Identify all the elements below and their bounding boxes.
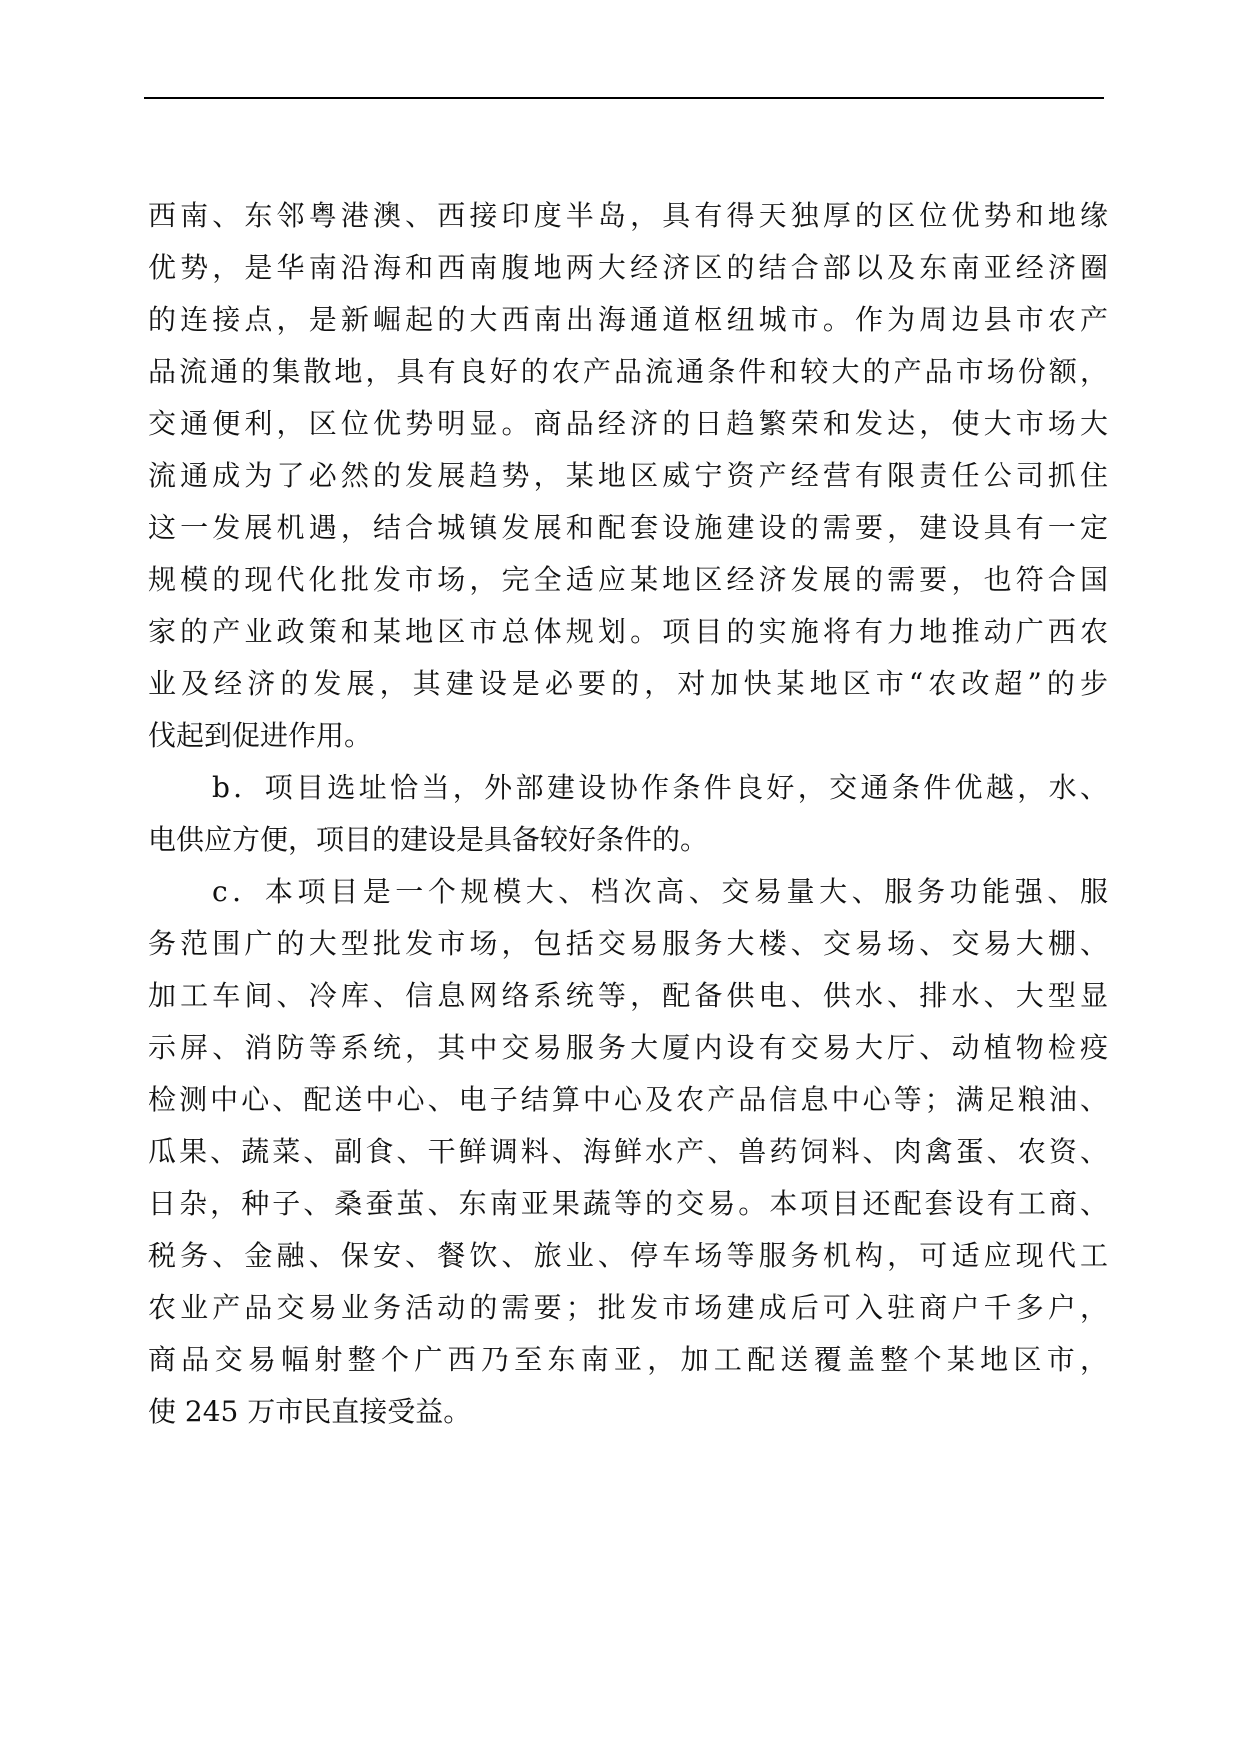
paragraph-line: 规模的现代化批发市场，完全适应某地区经济发展的需要，也符合国 — [148, 563, 1108, 596]
header-rule — [144, 97, 1104, 99]
paragraph-line: 交通便利，区位优势明显。商品经济的日趋繁荣和发达，使大市场大 — [148, 407, 1108, 440]
paragraph-line-last: 使 245 万市民直接受益。 — [148, 1395, 472, 1428]
paragraph-line: 检测中心、配送中心、电子结算中心及农产品信息中心等；满足粮油、 — [148, 1083, 1108, 1116]
paragraph-line: 瓜果、蔬菜、副食、干鲜调料、海鲜水产、兽药饲料、肉禽蛋、农资、 — [148, 1135, 1108, 1168]
paragraph-line: 西南、东邻粤港澳、西接印度半岛，具有得天独厚的区位优势和地缘 — [148, 199, 1108, 232]
paragraph-line: 商品交易幅射整个广西乃至东南亚，加工配送覆盖整个某地区市， — [148, 1343, 1108, 1376]
paragraph-line: 的连接点，是新崛起的大西南出海通道枢纽城市。作为周边县市农产 — [148, 303, 1108, 336]
paragraph-line-first: c．本项目是一个规模大、档次高、交易量大、服务功能强、服 — [212, 875, 1108, 908]
paragraph-line: 流通成为了必然的发展趋势，某地区威宁资产经营有限责任公司抓住 — [148, 459, 1108, 492]
paragraph-line: 优势，是华南沿海和西南腹地两大经济区的结合部以及东南亚经济圈 — [148, 251, 1108, 284]
paragraph-line: 品流通的集散地，具有良好的农产品流通条件和较大的产品市场份额， — [148, 355, 1108, 388]
paragraph-line: 农业产品交易业务活动的需要；批发市场建成后可入驻商户千多户， — [148, 1291, 1108, 1324]
paragraph-line-last: 电供应方便，项目的建设是具备较好条件的。 — [148, 823, 709, 856]
paragraph-line: 业及经济的发展，其建设是必要的，对加快某地区市“农改超”的步 — [148, 667, 1108, 700]
paragraph-line: 务范围广的大型批发市场，包括交易服务大楼、交易场、交易大棚、 — [148, 927, 1108, 960]
paragraph-line-last: 伐起到促进作用。 — [148, 719, 373, 752]
paragraph-line-first: b．项目选址恰当，外部建设协作条件良好，交通条件优越，水、 — [212, 771, 1108, 804]
body-text — [148, 190, 1108, 1438]
paragraph-line: 加工车间、冷库、信息网络系统等，配备供电、供水、排水、大型显 — [148, 979, 1108, 1012]
paragraph-line: 日杂，种子、桑蚕茧、东南亚果蔬等的交易。本项目还配套设有工商、 — [148, 1187, 1108, 1220]
paragraph-line: 家的产业政策和某地区市总体规划。项目的实施将有力地推动广西农 — [148, 615, 1108, 648]
paragraph-line: 税务、金融、保安、餐饮、旅业、停车场等服务机构，可适应现代工 — [148, 1239, 1108, 1272]
paragraph-line: 这一发展机遇，结合城镇发展和配套设施建设的需要，建设具有一定 — [148, 511, 1108, 544]
paragraph-line: 示屏、消防等系统，其中交易服务大厦内设有交易大厅、动植物检疫 — [148, 1031, 1108, 1064]
